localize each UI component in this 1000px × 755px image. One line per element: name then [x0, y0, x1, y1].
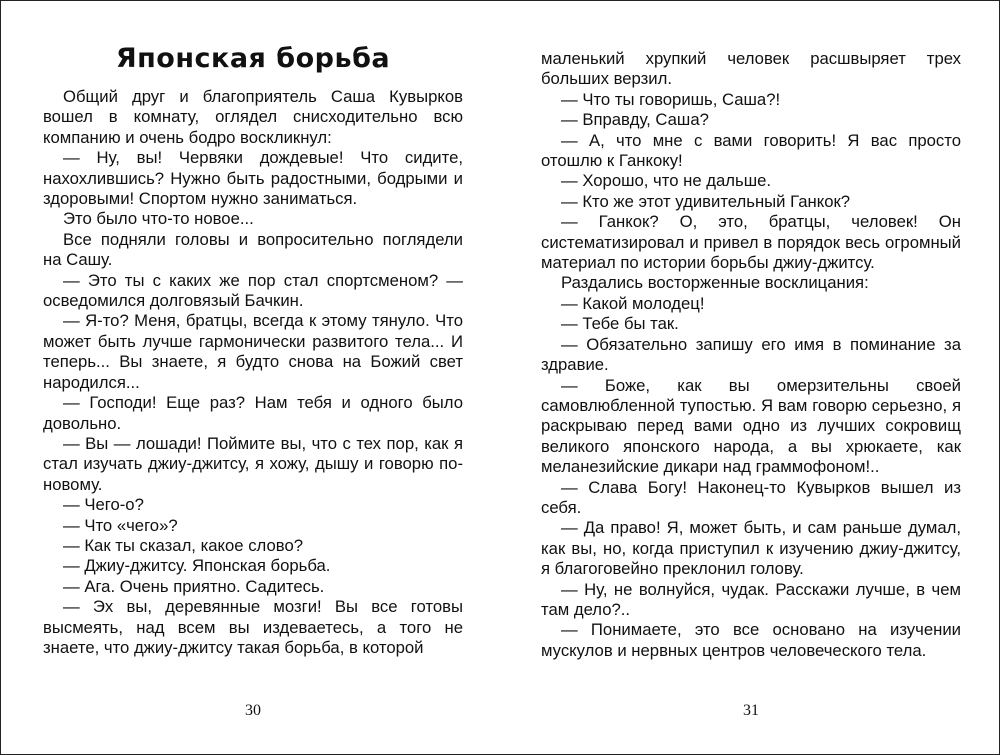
paragraph: — Джиу-джитсу. Японская борьба. — [63, 556, 331, 576]
paragraph: — А, что мне с вами говорить! Я вас просто отошлю к Ганкоку! — [541, 130, 961, 171]
paragraph: — Господи! Еще раз? Нам тебя и одного было довольно. — [43, 393, 463, 433]
paragraph: — Понимаете, это все основано на изучении мускулов и нервных центров человеческого тела. — [541, 620, 961, 660]
paragraph: — Что ты говоришь, Саша?! — [561, 89, 781, 109]
right-page-text — [541, 49, 961, 661]
right-page — [541, 1, 961, 754]
left-page-text — [43, 87, 463, 658]
paragraph: — Я-то? Меня, братцы, всегда к этому тянуло. Что может быть лучше гармонически развитого тела... И теперь... Вы знаете, я будто снова на Божий свет народился... — [43, 311, 463, 392]
left-page — [43, 1, 463, 754]
paragraph: — Какой молодец! — [561, 293, 705, 313]
paragraph: — Что «чего»? — [63, 515, 178, 535]
paragraph: — Вправду, Саша? — [561, 110, 709, 130]
paragraph: Это было что-то новое... — [63, 209, 254, 229]
paragraph: — Вы — лошади! Поймите вы, что с тех пор, как я стал изучать джиу-джитсу, я хожу, дышу и говорю по-новому. — [43, 433, 463, 494]
paragraph-continuation: маленький хрупкий человек расшвыряет трех больших верзил. — [541, 49, 961, 89]
paragraph: — Хорошо, что не дальше. — [561, 171, 772, 191]
paragraph: — Ну, вы! Червяки дождевые! Что сидите, нахохлившись? Нужно быть радостными, бодрыми и здоровыми! Спортом нужно заниматься. — [43, 148, 463, 209]
paragraph: — Боже, как вы омерзительны своей самовлюбленной тупостью. Я вам говорю серьезно, я раскрываю перед вами одно из лучших сокровищ великого японского народа, а вы хрюкаете, как меланезийские дикари над граммофоном!.. — [541, 375, 961, 477]
page-number: 31 — [743, 702, 759, 719]
page-number: 30 — [245, 702, 261, 719]
paragraph: — Обязательно запишу его имя в поминание за здравие. — [541, 334, 961, 375]
paragraph: — Да право! Я, может быть, и сам раньше думал, как вы, но, когда приступил к изучению джиу-джитсу, я благоговейно преклонил голову. — [541, 518, 961, 579]
paragraph: — Это ты с каких же пор стал спортсменом? — осведомился долговязый Бачкин. — [43, 270, 463, 311]
paragraph: — Ну, не волнуйся, чудак. Расскажи лучше, в чем там дело?.. — [541, 579, 961, 619]
paragraph: — Ага. Очень приятно. Садитесь. — [63, 576, 325, 596]
paragraph: — Как ты сказал, какое слово? — [63, 535, 304, 555]
paragraph: — Чего-о? — [63, 495, 144, 515]
paragraph: — Тебе бы так. — [561, 314, 679, 334]
paragraph: Все подняли головы и вопросительно поглядели на Сашу. — [43, 229, 463, 270]
paragraph: Раздались восторженные восклицания: — [561, 273, 869, 293]
paragraph: — Эх вы, деревянные мозги! Вы все готовы высмеять, над всем вы издеваетесь, а того не знаете, что джиу-джитсу такая борьба, в которой — [43, 597, 463, 657]
paragraph: Общий друг и благоприятель Саша Кувырков вошел в комнату, оглядел снисходительно всю компанию и очень бодро воскликнул: — [43, 87, 463, 147]
paragraph: — Слава Богу! Наконец-то Кувырков вышел из себя. — [541, 477, 961, 517]
paragraph: — Кто же этот удивительный Ганкок? — [561, 191, 851, 211]
paragraph: — Ганкок? О, это, братцы, человек! Он систематизировал и привел в порядок весь огромный материал по истории борьбы джиу-джитсу. — [541, 212, 961, 273]
chapter-title: Японская борьба — [115, 43, 391, 74]
